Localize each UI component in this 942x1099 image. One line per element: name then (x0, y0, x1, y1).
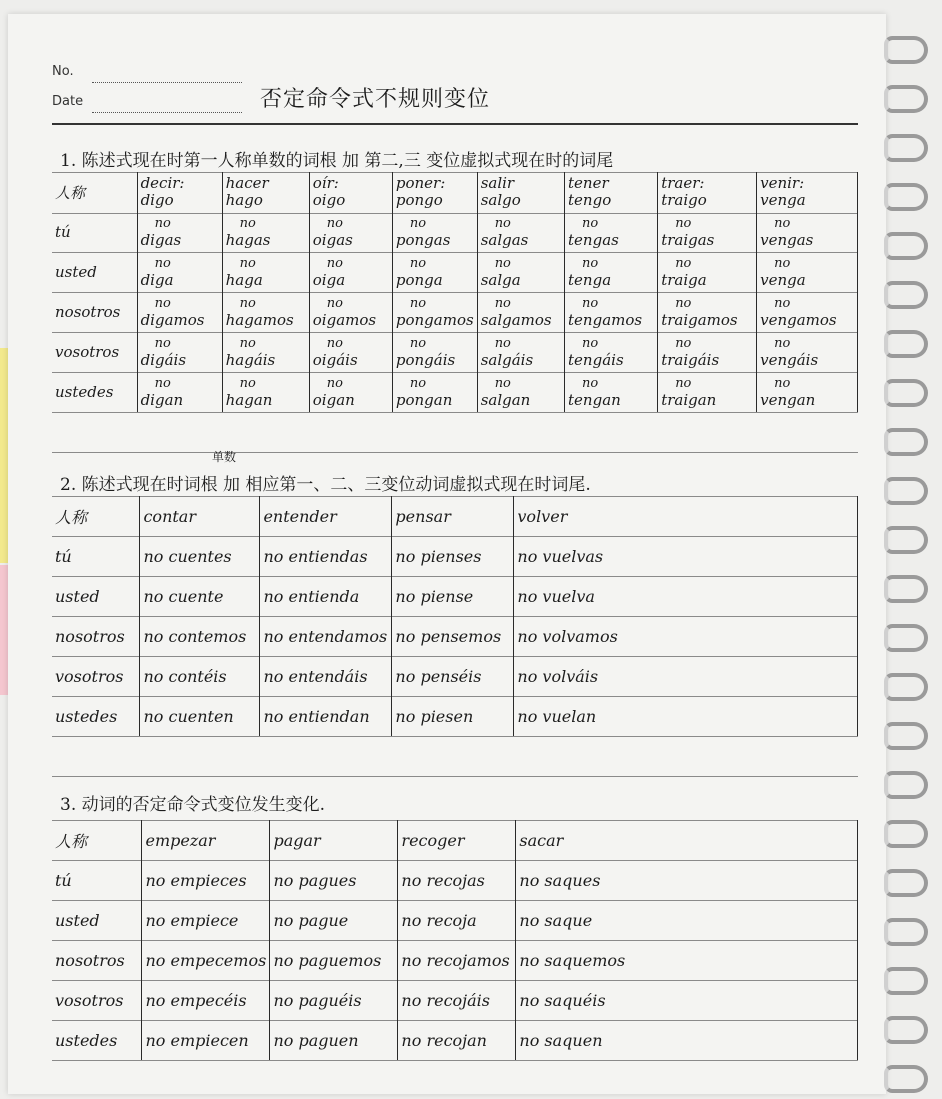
conjugation-cell (757, 292, 858, 332)
negation: no (239, 256, 256, 271)
conjugation-cell: no entendamos (260, 616, 392, 656)
person-label: vosotros (52, 332, 137, 372)
verb-header-cell (137, 172, 222, 212)
conjugation-cell: no cuente (140, 576, 260, 616)
verb-form: pongas (395, 231, 451, 249)
verb-form: pongamos (395, 311, 474, 329)
conjugation-cell: no recoja (398, 900, 516, 940)
date-label: Date (52, 94, 84, 109)
conjugation-cell (565, 252, 658, 292)
verb-form: tengáis (568, 351, 624, 369)
person-label: tú (52, 860, 142, 900)
verb-form: tengan (568, 391, 621, 409)
person-label: vosotros (52, 980, 142, 1020)
conjugation-cell (757, 332, 858, 372)
section3-header-row (52, 820, 858, 860)
section3-row (52, 940, 858, 980)
date-line (92, 112, 242, 113)
person-label: usted (52, 576, 140, 616)
verb-form: venga (760, 271, 806, 289)
conjugation-cell: no pienses (392, 536, 514, 576)
conjugation-cell: no recojamos (398, 940, 516, 980)
conjugation-cell (658, 252, 757, 292)
section1-row (52, 292, 858, 332)
conjugation-cell (222, 332, 309, 372)
negation: no (774, 296, 791, 311)
binding-ring (884, 869, 928, 897)
yo-form: oigo (312, 191, 346, 209)
verb-form: vengáis (760, 351, 819, 369)
conjugation-cell: no recojan (398, 1020, 516, 1060)
conjugation-cell (392, 252, 477, 292)
verb-header-cell (222, 172, 309, 212)
negation: no (239, 296, 256, 311)
section2-row (52, 656, 858, 696)
conjugation-cell (392, 212, 477, 252)
negation: no (675, 216, 692, 231)
negation: no (774, 256, 791, 271)
conjugation-cell (309, 372, 392, 412)
verb-form: salgamos (480, 311, 552, 329)
negation: no (494, 296, 511, 311)
section3-title: 3. 动词的否定命令式变位发生变化. (60, 795, 326, 815)
verb-header: entender (260, 496, 392, 536)
verb-form: haga (225, 271, 263, 289)
conjugation-cell (137, 332, 222, 372)
conjugation-cell (565, 332, 658, 372)
conjugation-cell (477, 332, 564, 372)
conjugation-cell (477, 252, 564, 292)
negation: no (326, 376, 343, 391)
conjugation-cell: no volvamos (514, 616, 858, 656)
negation: no (494, 336, 511, 351)
conjugation-cell (565, 292, 658, 332)
person-header: 人称 (52, 496, 140, 536)
negation: no (154, 216, 171, 231)
section2-row (52, 616, 858, 656)
negation: no (326, 296, 343, 311)
verb-header: volver (514, 496, 858, 536)
binding-ring (884, 673, 928, 701)
verb-form: oigamos (312, 311, 377, 329)
verb-header: sacar (516, 820, 858, 860)
conjugation-cell: no empieces (142, 860, 270, 900)
conjugation-cell (392, 372, 477, 412)
yo-form: traigo (661, 191, 707, 209)
verb-form: hagamos (225, 311, 294, 329)
person-label: nosotros (52, 940, 142, 980)
negation: no (494, 256, 511, 271)
verb-form: salga (480, 271, 521, 289)
verb-header: pagar (270, 820, 398, 860)
ruled-line (52, 1060, 858, 1061)
negation: no (154, 336, 171, 351)
person-label: vosotros (52, 656, 140, 696)
negation: no (774, 336, 791, 351)
conjugation-cell (309, 332, 392, 372)
verb-form: tengamos (568, 311, 643, 329)
binding-ring (884, 526, 928, 554)
negation: no (494, 216, 511, 231)
verb-form: hagan (225, 391, 273, 409)
binding-ring (884, 820, 928, 848)
conjugation-cell (222, 212, 309, 252)
conjugation-cell: no volváis (514, 656, 858, 696)
person-label: usted (52, 252, 137, 292)
conjugation-cell (222, 372, 309, 412)
verb-form: vengas (760, 231, 814, 249)
conjugation-cell (565, 212, 658, 252)
yo-form: digo (140, 191, 174, 209)
negation: no (582, 296, 599, 311)
conjugation-cell: no piense (392, 576, 514, 616)
conjugation-cell: no paguéis (270, 980, 398, 1020)
conjugation-cell: no paguemos (270, 940, 398, 980)
verb-header: pensar (392, 496, 514, 536)
verb-form: traigan (661, 391, 717, 409)
negation: no (675, 376, 692, 391)
section3-row (52, 980, 858, 1020)
infinitive: salir (480, 174, 515, 192)
conjugation-cell: no recojas (398, 860, 516, 900)
section1-row (52, 332, 858, 372)
conjugation-cell (658, 332, 757, 372)
conjugation-cell: no saques (516, 860, 858, 900)
ruled-line (52, 736, 858, 737)
conjugation-cell: no piesen (392, 696, 514, 736)
section1-row (52, 212, 858, 252)
person-label: tú (52, 212, 137, 252)
yo-form: pongo (395, 191, 443, 209)
spiral-binding (886, 0, 942, 1099)
page-title: 否定命令式不规则变位 (260, 87, 491, 112)
negation: no (675, 296, 692, 311)
conjugation-cell: no empecéis (142, 980, 270, 1020)
conjugation-cell: no cuentes (140, 536, 260, 576)
verb-form: salgáis (480, 351, 534, 369)
conjugation-cell (757, 252, 858, 292)
conjugation-cell: no saquéis (516, 980, 858, 1020)
verb-form: vengan (760, 391, 816, 409)
infinitive: decir: (140, 174, 185, 192)
verb-form: ponga (395, 271, 443, 289)
conjugation-cell: no vuelva (514, 576, 858, 616)
verb-form: oigas (312, 231, 353, 249)
infinitive: hacer (225, 174, 269, 192)
negation: no (154, 296, 171, 311)
verb-form: diga (140, 271, 174, 289)
conjugation-cell: no empiecen (142, 1020, 270, 1060)
binding-ring (884, 967, 928, 995)
verb-header-cell (392, 172, 477, 212)
negation: no (582, 216, 599, 231)
conjugation-cell (137, 372, 222, 412)
section1-header-row (52, 172, 858, 212)
verb-header: contar (140, 496, 260, 536)
binding-ring (884, 1065, 928, 1093)
negation: no (774, 216, 791, 231)
conjugation-cell: no contéis (140, 656, 260, 696)
verb-header-cell (565, 172, 658, 212)
conjugation-cell (658, 212, 757, 252)
conjugation-cell: no paguen (270, 1020, 398, 1060)
binding-ring (884, 232, 928, 260)
binding-ring (884, 36, 928, 64)
conjugation-cell (477, 292, 564, 332)
verb-form: tengas (568, 231, 619, 249)
negation: no (239, 216, 256, 231)
person-label: ustedes (52, 372, 137, 412)
person-label: nosotros (52, 616, 140, 656)
binding-ring (884, 1016, 928, 1044)
verb-form: digas (140, 231, 182, 249)
binding-ring (884, 918, 928, 946)
verb-form: traigamos (661, 311, 738, 329)
conjugation-cell: no saquen (516, 1020, 858, 1060)
conjugation-cell (757, 372, 858, 412)
binding-ring (884, 85, 928, 113)
person-label: nosotros (52, 292, 137, 332)
conjugation-cell (309, 292, 392, 332)
conjugation-cell: no cuenten (140, 696, 260, 736)
verb-header-cell (309, 172, 392, 212)
conjugation-cell (658, 292, 757, 332)
verb-form: salgan (480, 391, 531, 409)
section2-header-row (52, 496, 858, 536)
negation: no (239, 376, 256, 391)
conjugation-cell (658, 372, 757, 412)
conjugation-cell: no contemos (140, 616, 260, 656)
conjugation-cell (392, 292, 477, 332)
binding-ring (884, 281, 928, 309)
section2-row (52, 536, 858, 576)
negation: no (326, 216, 343, 231)
section3-row (52, 900, 858, 940)
conjugation-cell (477, 212, 564, 252)
section3-table (52, 820, 858, 1060)
conjugation-cell: no saque (516, 900, 858, 940)
ruled-line (52, 412, 858, 413)
person-label: ustedes (52, 1020, 142, 1060)
section3-row (52, 1020, 858, 1060)
conjugation-cell: no saquemos (516, 940, 858, 980)
title-rule (52, 123, 858, 125)
verb-form: tenga (568, 271, 612, 289)
conjugation-cell: no pagues (270, 860, 398, 900)
negation: no (239, 336, 256, 351)
binding-ring (884, 771, 928, 799)
conjugation-cell: no recojáis (398, 980, 516, 1020)
section2-table (52, 496, 858, 736)
conjugation-cell: no penséis (392, 656, 514, 696)
binding-ring (884, 477, 928, 505)
verb-form: salgas (480, 231, 529, 249)
negation: no (154, 376, 171, 391)
conjugation-cell (392, 332, 477, 372)
infinitive: venir: (760, 174, 805, 192)
conjugation-cell: no pague (270, 900, 398, 940)
verb-form: pongan (395, 391, 453, 409)
conjugation-cell (137, 292, 222, 332)
yo-form: salgo (480, 191, 521, 209)
verb-form: traigas (661, 231, 715, 249)
conjugation-cell: no entendáis (260, 656, 392, 696)
conjugation-cell (309, 212, 392, 252)
negation: no (494, 376, 511, 391)
binding-ring (884, 722, 928, 750)
person-header: 人称 (52, 172, 137, 212)
infinitive: tener (568, 174, 609, 192)
negation: no (326, 336, 343, 351)
section2-row (52, 576, 858, 616)
binding-ring (884, 379, 928, 407)
negation: no (409, 296, 427, 311)
conjugation-cell (477, 372, 564, 412)
negation: no (409, 336, 427, 351)
conjugation-cell: no empecemos (142, 940, 270, 980)
section1-row (52, 252, 858, 292)
section2-row (52, 696, 858, 736)
conjugation-cell (309, 252, 392, 292)
conjugation-cell (222, 252, 309, 292)
infinitive: oír: (312, 174, 339, 192)
infinitive: traer: (661, 174, 705, 192)
person-label: usted (52, 900, 142, 940)
section1-table (52, 172, 858, 412)
negation: no (326, 256, 343, 271)
verb-form: vengamos (760, 311, 837, 329)
negation: no (409, 216, 427, 231)
verb-form: oigan (312, 391, 355, 409)
negation: no (582, 336, 599, 351)
section3-row (52, 860, 858, 900)
person-label: tú (52, 536, 140, 576)
yo-form: tengo (568, 191, 612, 209)
verb-header: recoger (398, 820, 516, 860)
no-line (92, 82, 242, 83)
negation: no (582, 256, 599, 271)
ruled-line (52, 452, 858, 453)
conjugation-cell: no vuelan (514, 696, 858, 736)
section1-row (52, 372, 858, 412)
verb-form: hagáis (225, 351, 276, 369)
conjugation-cell: no entiendan (260, 696, 392, 736)
negation: no (409, 376, 427, 391)
verb-form: traiga (661, 271, 707, 289)
conjugation-cell (565, 372, 658, 412)
ruled-line (52, 776, 858, 777)
yo-form: hago (225, 191, 263, 209)
binding-ring (884, 183, 928, 211)
verb-form: traigáis (661, 351, 720, 369)
verb-form: hagas (225, 231, 271, 249)
negation: no (675, 336, 692, 351)
verb-form: digan (140, 391, 184, 409)
verb-form: digáis (140, 351, 187, 369)
conjugation-cell: no entiendas (260, 536, 392, 576)
conjugation-cell (757, 212, 858, 252)
verb-header-cell (658, 172, 757, 212)
verb-header-cell (477, 172, 564, 212)
conjugation-cell: no vuelvas (514, 536, 858, 576)
verb-form: digamos (140, 311, 205, 329)
section1-title: 1. 陈述式现在时第一人称单数的词根 加 第二,三 变位虚拟式现在时的词尾 (60, 151, 614, 171)
conjugation-cell (222, 292, 309, 332)
binding-ring (884, 134, 928, 162)
conjugation-cell: no entienda (260, 576, 392, 616)
person-label: ustedes (52, 696, 140, 736)
binding-ring (884, 330, 928, 358)
negation: no (409, 256, 427, 271)
negation: no (154, 256, 171, 271)
negation: no (675, 256, 692, 271)
conjugation-cell (137, 252, 222, 292)
conjugation-cell (137, 212, 222, 252)
negation: no (774, 376, 791, 391)
conjugation-cell: no pensemos (392, 616, 514, 656)
section2-title: 2. 陈述式现在时词根 加 相应第一、二、三变位动词虚拟式现在时词尾. (60, 475, 591, 495)
yo-form: venga (760, 191, 806, 209)
binding-ring (884, 428, 928, 456)
verb-form: oiga (312, 271, 346, 289)
binding-ring (884, 624, 928, 652)
no-label: No. (52, 64, 74, 79)
binding-ring (884, 575, 928, 603)
section2-annotation: 单数 (212, 450, 237, 464)
infinitive: poner: (395, 174, 446, 192)
conjugation-cell: no empiece (142, 900, 270, 940)
verb-header-cell (757, 172, 858, 212)
verb-form: pongáis (395, 351, 456, 369)
verb-header: empezar (142, 820, 270, 860)
negation: no (582, 376, 599, 391)
verb-form: oigáis (312, 351, 358, 369)
person-header: 人称 (52, 820, 142, 860)
